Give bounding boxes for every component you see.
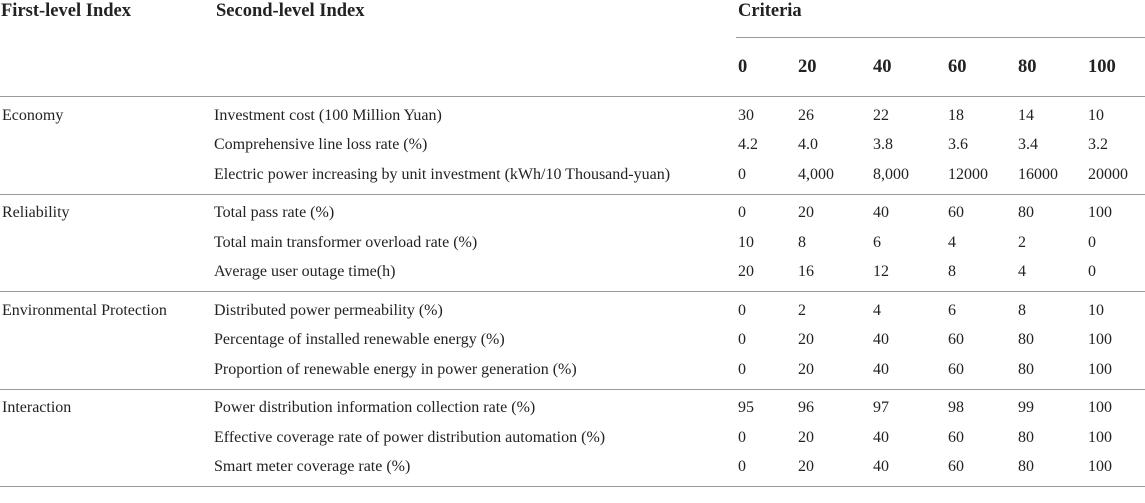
empty-cell bbox=[0, 258, 214, 292]
criteria-value-cell: 80 bbox=[1018, 428, 1034, 446]
table-row bbox=[0, 292, 1145, 326]
second-level-index-cell: Comprehensive line loss rate (%) bbox=[214, 136, 428, 154]
table-row bbox=[0, 258, 1145, 292]
criteria-value-cell: 3.6 bbox=[948, 136, 968, 154]
table-body bbox=[0, 97, 1145, 487]
criteria-value-cell: 12000 bbox=[946, 160, 1016, 194]
criteria-value-cell: 2 bbox=[798, 301, 806, 319]
table-row bbox=[0, 194, 1145, 228]
criteria-value-cell: 0 bbox=[736, 355, 796, 389]
empty-cell bbox=[0, 131, 214, 161]
criteria-value-cell: 100 bbox=[1088, 331, 1112, 349]
criteria-value-cell: 10 bbox=[1088, 301, 1104, 319]
criteria-value-cell: 80 bbox=[1016, 355, 1086, 389]
criteria-level-header: 0 bbox=[736, 38, 796, 97]
criteria-value-cell: 97 bbox=[873, 399, 889, 417]
criteria-value-cell: 4 bbox=[948, 233, 956, 251]
criteria-value-cell: 60 bbox=[946, 453, 1016, 487]
criteria-value-cell: 4 bbox=[1016, 258, 1086, 292]
second-level-index-cell: Average user outage time(h) bbox=[214, 258, 736, 292]
criteria-value-cell: 8 bbox=[1018, 301, 1026, 319]
first-level-index-cell: Interaction bbox=[2, 399, 72, 417]
criteria-value-cell: 30 bbox=[738, 106, 754, 124]
criteria-value-cell: 20 bbox=[796, 453, 871, 487]
header-spacer bbox=[214, 38, 736, 97]
criteria-value-cell: 16000 bbox=[1016, 160, 1086, 194]
criteria-value-cell: 3.8 bbox=[873, 136, 893, 154]
criteria-value-cell: 80 bbox=[1018, 331, 1034, 349]
table-row bbox=[0, 355, 1145, 389]
criteria-value-cell: 100 bbox=[1088, 428, 1112, 446]
first-level-index-header: First-level Index bbox=[1, 1, 131, 21]
criteria-value-cell: 20 bbox=[796, 355, 871, 389]
criteria-value-cell: 60 bbox=[948, 331, 964, 349]
criteria-value-cell: 20 bbox=[798, 331, 814, 349]
criteria-value-cell: 40 bbox=[873, 204, 889, 222]
table-row bbox=[0, 453, 1145, 487]
criteria-value-cell: 6 bbox=[948, 301, 956, 319]
table-row bbox=[0, 160, 1145, 194]
table-row bbox=[0, 423, 1145, 453]
second-level-index-cell: Proportion of renewable energy in power generation (%) bbox=[214, 355, 736, 389]
criteria-value-cell: 12 bbox=[871, 258, 946, 292]
criteria-value-cell: 60 bbox=[948, 204, 964, 222]
criteria-value-cell: 8 bbox=[798, 233, 806, 251]
criteria-value-cell: 20000 bbox=[1086, 160, 1145, 194]
criteria-value-cell: 100 bbox=[1088, 204, 1112, 222]
criteria-value-cell: 26 bbox=[798, 106, 814, 124]
criteria-value-cell: 60 bbox=[946, 355, 1016, 389]
second-level-index-cell: Total pass rate (%) bbox=[214, 204, 335, 222]
table-row bbox=[0, 131, 1145, 161]
second-level-index-cell: Investment cost (100 Million Yuan) bbox=[214, 106, 442, 124]
first-level-index-cell: Economy bbox=[2, 106, 64, 124]
criteria-value-cell: 14 bbox=[1018, 106, 1034, 124]
table-row bbox=[0, 389, 1145, 423]
criteria-value-cell: 10 bbox=[1088, 106, 1104, 124]
criteria-value-cell: 100 bbox=[1086, 453, 1145, 487]
table-row bbox=[0, 326, 1145, 356]
criteria-value-cell: 4,000 bbox=[796, 160, 871, 194]
criteria-value-cell: 60 bbox=[948, 428, 964, 446]
criteria-value-cell: 40 bbox=[871, 453, 946, 487]
criteria-level-header: 80 bbox=[1016, 38, 1086, 97]
criteria-value-cell: 22 bbox=[873, 106, 889, 124]
criteria-value-cell: 0 bbox=[1086, 258, 1145, 292]
criteria-value-cell: 80 bbox=[1018, 204, 1034, 222]
criteria-value-cell: 0 bbox=[738, 301, 746, 319]
second-level-index-cell: Distributed power permeability (%) bbox=[214, 301, 443, 319]
criteria-value-cell: 40 bbox=[873, 331, 889, 349]
criteria-value-cell: 8,000 bbox=[871, 160, 946, 194]
empty-cell bbox=[0, 355, 214, 389]
criteria-value-cell: 0 bbox=[736, 160, 796, 194]
criteria-value-cell: 0 bbox=[738, 428, 746, 446]
criteria-value-cell: 0 bbox=[1088, 233, 1096, 251]
second-level-index-cell: Power distribution information collection rate (%) bbox=[214, 399, 536, 417]
table-row bbox=[0, 97, 1145, 131]
criteria-value-cell: 40 bbox=[873, 428, 889, 446]
criteria-value-cell: 95 bbox=[738, 399, 754, 417]
criteria-level-header: 40 bbox=[871, 38, 946, 97]
criteria-value-cell: 4.2 bbox=[738, 136, 758, 154]
second-level-index-header: Second-level Index bbox=[216, 1, 365, 21]
empty-cell bbox=[0, 326, 214, 356]
criteria-value-cell: 2 bbox=[1018, 233, 1026, 251]
criteria-level-header: 20 bbox=[796, 38, 871, 97]
criteria-value-cell: 99 bbox=[1018, 399, 1034, 417]
second-level-index-cell: Total main transformer overload rate (%) bbox=[214, 233, 478, 251]
empty-cell bbox=[0, 453, 214, 487]
criteria-value-cell: 20 bbox=[798, 428, 814, 446]
criteria-value-cell: 10 bbox=[738, 233, 754, 251]
empty-cell bbox=[0, 160, 214, 194]
criteria-value-cell: 80 bbox=[1016, 453, 1086, 487]
second-level-index-cell: Electric power increasing by unit investment (kWh/10 Thousand-yuan) bbox=[214, 160, 736, 194]
criteria-value-cell: 0 bbox=[738, 204, 746, 222]
second-level-index-cell: Percentage of installed renewable energy (%) bbox=[214, 331, 505, 349]
header-spacer bbox=[0, 38, 214, 97]
criteria-value-cell: 100 bbox=[1088, 399, 1112, 417]
criteria-value-cell: 3.2 bbox=[1088, 136, 1108, 154]
criteria-value-cell: 100 bbox=[1086, 355, 1145, 389]
criteria-value-cell: 96 bbox=[798, 399, 814, 417]
table-row bbox=[0, 228, 1145, 258]
criteria-value-cell: 4.0 bbox=[798, 136, 818, 154]
criteria-value-cell: 98 bbox=[948, 399, 964, 417]
second-level-index-cell: Smart meter coverage rate (%) bbox=[214, 453, 736, 487]
criteria-value-cell: 20 bbox=[798, 204, 814, 222]
criteria-value-cell: 40 bbox=[871, 355, 946, 389]
criteria-level-header: 100 bbox=[1086, 38, 1145, 97]
criteria-value-cell: 3.4 bbox=[1018, 136, 1038, 154]
empty-cell bbox=[0, 228, 214, 258]
table-header bbox=[0, 0, 1145, 97]
first-level-index-cell: Reliability bbox=[2, 204, 70, 222]
criteria-value-cell: 0 bbox=[738, 331, 746, 349]
criteria-value-cell: 16 bbox=[796, 258, 871, 292]
second-level-index-cell: Effective coverage rate of power distribution automation (%) bbox=[214, 428, 606, 446]
criteria-value-cell: 0 bbox=[736, 453, 796, 487]
empty-cell bbox=[0, 423, 214, 453]
first-level-index-cell: Environmental Protection bbox=[2, 301, 167, 319]
criteria-value-cell: 18 bbox=[948, 106, 964, 124]
criteria-value-cell: 8 bbox=[946, 258, 1016, 292]
criteria-value-cell: 6 bbox=[873, 233, 881, 251]
criteria-value-cell: 20 bbox=[736, 258, 796, 292]
criteria-level-header: 60 bbox=[946, 38, 1016, 97]
criteria-header: Criteria bbox=[736, 0, 1145, 38]
criteria-value-cell: 4 bbox=[873, 301, 881, 319]
